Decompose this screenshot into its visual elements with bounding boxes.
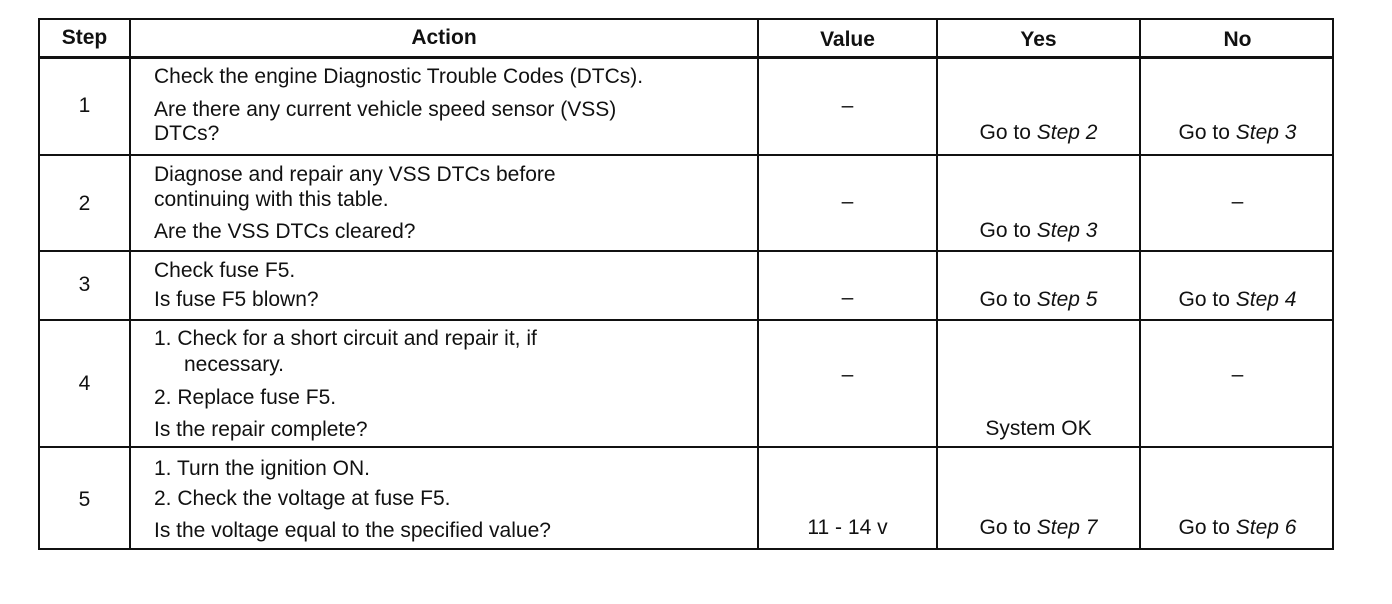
value-cell: – [841, 363, 854, 386]
action-line: 2. Check the voltage at fuse F5. [154, 487, 451, 510]
no-cell: Go to Step 6 [1178, 516, 1297, 539]
value-cell: – [841, 286, 854, 309]
header-yes: Yes [1020, 28, 1057, 51]
value-cell: – [841, 190, 854, 213]
no-cell: Go to Step 4 [1178, 288, 1297, 311]
no-cell: – [1231, 190, 1244, 213]
action-line: Is fuse F5 blown? [154, 288, 319, 311]
action-line: Check fuse F5. [154, 259, 296, 282]
action-line: DTCs? [154, 122, 220, 145]
header-step: Step [61, 26, 108, 49]
action-line: Are there any current vehicle speed sensor (VSS) [154, 98, 617, 121]
yes-cell: Go to Step 3 [979, 219, 1098, 242]
header-value: Value [820, 28, 875, 51]
action-line: Diagnose and repair any VSS DTCs before [154, 163, 556, 186]
column-divider [129, 20, 131, 548]
row-divider [40, 56, 1332, 59]
column-divider [1139, 20, 1141, 548]
yes-cell: Go to Step 5 [979, 288, 1098, 311]
row-divider [40, 446, 1332, 448]
action-line: Is the repair complete? [154, 418, 368, 441]
action-line: Are the VSS DTCs cleared? [154, 220, 416, 243]
action-line: 1. Check for a short circuit and repair it, if [154, 327, 537, 350]
action-line: Is the voltage equal to the specified value? [154, 519, 551, 542]
row-divider [40, 154, 1332, 156]
row-divider [40, 250, 1332, 252]
column-divider [936, 20, 938, 548]
value-cell: – [841, 94, 854, 117]
action-line: Check the engine Diagnostic Trouble Codes (DTCs). [154, 65, 644, 88]
action-line: continuing with this table. [154, 188, 389, 211]
diagnostic-table [38, 18, 1334, 550]
action-line: 1. Turn the ignition ON. [154, 457, 370, 480]
step-number: 5 [78, 488, 91, 511]
step-number: 2 [78, 192, 91, 215]
yes-cell: System OK [985, 417, 1092, 440]
no-cell: Go to Step 3 [1178, 121, 1297, 144]
step-number: 3 [78, 273, 91, 296]
header-no: No [1223, 28, 1252, 51]
yes-cell: Go to Step 2 [979, 121, 1098, 144]
action-line: necessary. [184, 353, 284, 376]
step-number: 1 [78, 94, 91, 117]
no-cell: – [1231, 363, 1244, 386]
step-number: 4 [78, 372, 91, 395]
header-action: Action [411, 26, 477, 49]
yes-cell: Go to Step 7 [979, 516, 1098, 539]
value-cell: 11 - 14 v [807, 516, 888, 539]
action-line: 2. Replace fuse F5. [154, 386, 337, 409]
row-divider [40, 319, 1332, 321]
